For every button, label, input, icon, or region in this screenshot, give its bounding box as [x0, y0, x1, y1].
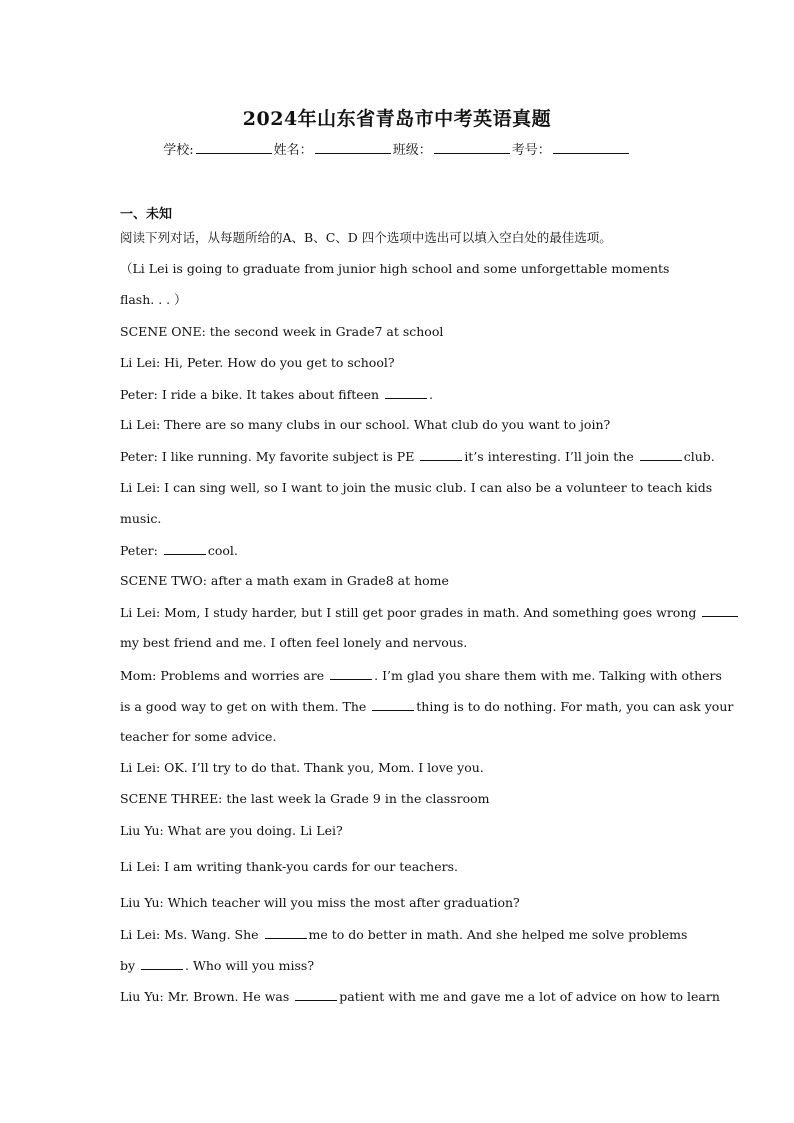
dialogue-line: Liu Yu: Mr. Brown. He was patient with me and gave me a lot of advice on how to learn — [120, 986, 680, 1017]
dialogue-line: Li Lei: Mom, I study harder, but I still get poor grades in math. And something goes wrong — [120, 602, 680, 633]
answer-blank[interactable] — [265, 924, 307, 939]
answer-blank[interactable] — [164, 540, 206, 555]
number-field[interactable] — [553, 141, 629, 154]
instruction-line: 阅读下列对话，从每题所给的A、B、C、D 四个选项中选出可以填入空白处的最佳选项。 — [120, 230, 612, 245]
scene-heading: SCENE THREE: the last week la Grade 9 in the classroom — [120, 791, 490, 807]
dialogue-line: Li Lei: OK. I’ll try to do that. Thank you, Mom. I love you. — [120, 760, 484, 776]
answer-blank[interactable] — [640, 446, 682, 461]
student-info-row — [0, 139, 794, 158]
dialogue-line: Peter: I like running. My favorite subject is PE it’s interesting. I’ll join the club. — [120, 446, 680, 477]
answer-blank[interactable] — [372, 696, 414, 711]
dialogue-line: Peter: I ride a bike. It takes about fifteen . — [120, 384, 680, 415]
answer-blank[interactable] — [420, 446, 462, 461]
dialogue-line: Li Lei: Ms. Wang. She me to do better in math. And she helped me solve problems — [120, 924, 680, 955]
dialogue-line: Liu Yu: Which teacher will you miss the most after graduation? — [120, 894, 520, 910]
dialogue-line: by . Who will you miss? — [120, 955, 680, 986]
dialogue-line: Liu Yu: What are you doing. Li Lei? — [120, 822, 343, 838]
class-field[interactable] — [434, 141, 510, 154]
dialogue-line: Li Lei: I can sing well, so I want to join the music club. I can also be a volunteer to teach kids — [120, 479, 713, 495]
answer-blank[interactable] — [141, 955, 183, 970]
dialogue-line: is a good way to get on with them. The thing is to do nothing. For math, you can ask your — [120, 696, 680, 727]
section-heading: 一、未知 — [120, 207, 173, 222]
dialogue-line: music. — [120, 510, 162, 526]
class-label: 班级： — [392, 143, 432, 158]
dialogue-line: teacher for some advice. — [120, 729, 277, 744]
dialogue-line: Mom: Problems and worries are . I’m glad you share them with me. Talking with others — [120, 665, 680, 696]
answer-blank[interactable] — [295, 986, 337, 1001]
scene-heading: SCENE ONE: the second week in Grade7 at school — [120, 323, 444, 339]
dialogue-line: Li Lei: I am writing thank-you cards for our teachers. — [120, 858, 458, 874]
school-label: 学校: — [163, 143, 194, 158]
number-label: 考号： — [511, 143, 551, 158]
answer-blank[interactable] — [330, 665, 372, 680]
page-title: 2024年山东省青岛市中考英语真题 — [242, 108, 552, 130]
name-label: 姓名： — [273, 143, 313, 158]
name-field[interactable] — [315, 141, 391, 154]
dialogue-line: Peter: cool. — [120, 540, 680, 571]
school-field[interactable] — [196, 141, 272, 154]
passage — [120, 228, 734, 1017]
answer-blank[interactable] — [385, 384, 427, 399]
answer-blank[interactable] — [702, 602, 738, 617]
scene-heading: SCENE TWO: after a math exam in Grade8 at home — [120, 573, 449, 589]
passage-line: （Li Lei is going to graduate from junior high school and some unforgettable moments — [120, 261, 670, 277]
dialogue-line: my best friend and me. I often feel lonely and nervous. — [120, 635, 468, 651]
dialogue-line: Li Lei: Hi, Peter. How do you get to school? — [120, 354, 395, 370]
dialogue-line: Li Lei: There are so many clubs in our school. What club do you want to join? — [120, 417, 611, 433]
passage-line: flash. . . ） — [120, 292, 187, 308]
